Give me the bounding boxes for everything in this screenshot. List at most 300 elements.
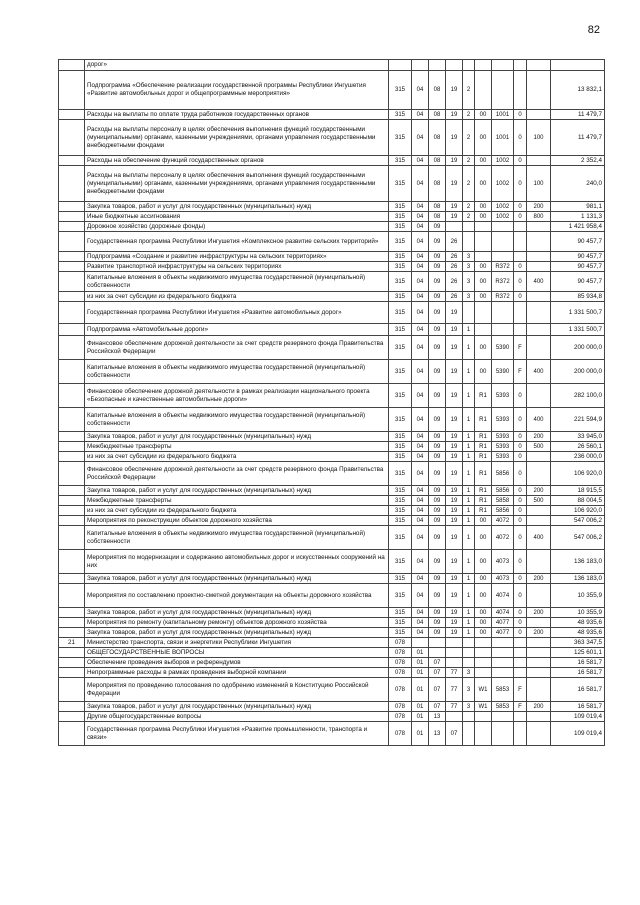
amount-cell: 48 935,6 (551, 628, 605, 638)
table-row (59, 110, 605, 120)
direction-code-cell: R372 (492, 292, 514, 302)
article-code-cell (514, 222, 527, 232)
row-number-cell (59, 712, 85, 722)
table-row (59, 506, 605, 516)
program-code-cell (446, 648, 463, 658)
row-number-cell (59, 516, 85, 526)
article-code-cell: 0 (514, 272, 527, 292)
item-name-cell: дорог» (85, 60, 389, 71)
subprogram-code-cell (463, 232, 475, 252)
amount-cell: 48 935,6 (551, 618, 605, 628)
row-number-cell (59, 202, 85, 212)
subsection-code-cell: 09 (429, 628, 446, 638)
target-code-cell: R1 (475, 486, 492, 496)
article-code-cell: 0 (514, 120, 527, 156)
item-name-cell: Развитие транспортной инфраструктуры на сельских территориях (85, 262, 389, 272)
target-code-cell: 00 (475, 166, 492, 202)
direction-code-cell: 5393 (492, 452, 514, 462)
section-code-cell: 04 (412, 292, 429, 302)
item-name-cell: Государственная программа Республики Ингушетия «Развитие промышленности, транспорта и связи» (85, 722, 389, 746)
program-code-cell: 19 (446, 486, 463, 496)
article-code-cell: 0 (514, 202, 527, 212)
subsection-code-cell: 09 (429, 584, 446, 608)
expense-type-cell: 200 (527, 608, 551, 618)
section-code-cell: 04 (412, 120, 429, 156)
article-code-cell (514, 302, 527, 324)
article-code-cell: 0 (514, 110, 527, 120)
table-row (59, 212, 605, 222)
grbs-code-cell: 315 (389, 336, 412, 360)
target-code-cell: W1 (475, 678, 492, 702)
target-code-cell: 00 (475, 628, 492, 638)
row-number-cell (59, 678, 85, 702)
section-code-cell: 04 (412, 550, 429, 574)
subsection-code-cell: 09 (429, 442, 446, 452)
grbs-code-cell: 315 (389, 110, 412, 120)
amount-cell: 221 594,9 (551, 408, 605, 432)
subprogram-code-cell: 1 (463, 452, 475, 462)
item-name-cell: Финансовое обеспечение дорожной деятельности за счет средств резервного фонда Правительства Российской Федерации (85, 462, 389, 486)
row-number-cell (59, 212, 85, 222)
item-name-cell: из них за счет субсидии из федерального бюджета (85, 292, 389, 302)
section-code-cell: 04 (412, 452, 429, 462)
table-row (59, 452, 605, 462)
expense-type-cell (527, 618, 551, 628)
subprogram-code-cell: 2 (463, 110, 475, 120)
section-code-cell: 01 (412, 678, 429, 702)
target-code-cell (475, 302, 492, 324)
direction-code-cell: 5390 (492, 336, 514, 360)
grbs-code-cell: 078 (389, 648, 412, 658)
item-name-cell: Мероприятия по проведению голосования по одобрению изменений в Конституцию Российской Федерации (85, 678, 389, 702)
amount-cell: 85 934,8 (551, 292, 605, 302)
item-name-cell: Подпрограмма «Обеспечение реализации государственной программы Республики Ингушетия «Развитие автомобильных дорог и общепрограммные мероприятия» (85, 71, 389, 110)
direction-code-cell (492, 638, 514, 648)
subsection-code-cell: 07 (429, 702, 446, 712)
target-code-cell: R1 (475, 442, 492, 452)
subprogram-code-cell: 1 (463, 336, 475, 360)
section-code-cell: 04 (412, 71, 429, 110)
row-number-cell (59, 442, 85, 452)
program-code-cell: 19 (446, 324, 463, 336)
amount-cell: 981,1 (551, 202, 605, 212)
item-name-cell: Непрограммные расходы в рамках проведения выборной компании (85, 668, 389, 678)
expense-type-cell: 200 (527, 628, 551, 638)
amount-cell: 13 832,1 (551, 71, 605, 110)
subsection-code-cell: 09 (429, 618, 446, 628)
expense-type-cell (527, 550, 551, 574)
subprogram-code-cell (463, 712, 475, 722)
target-code-cell: 00 (475, 608, 492, 618)
subsection-code-cell: 07 (429, 658, 446, 668)
grbs-code-cell: 315 (389, 452, 412, 462)
amount-cell: 16 581,7 (551, 702, 605, 712)
section-code-cell: 01 (412, 648, 429, 658)
program-code-cell: 19 (446, 71, 463, 110)
expense-type-cell (527, 516, 551, 526)
item-name-cell: Межбюджетные трансферты (85, 442, 389, 452)
section-code-cell (412, 638, 429, 648)
article-code-cell: F (514, 702, 527, 712)
grbs-code-cell: 315 (389, 71, 412, 110)
program-code-cell: 19 (446, 628, 463, 638)
direction-code-cell (492, 232, 514, 252)
grbs-code-cell: 078 (389, 638, 412, 648)
target-code-cell: 00 (475, 550, 492, 574)
direction-code-cell (492, 71, 514, 110)
row-number-cell (59, 628, 85, 638)
subsection-code-cell: 09 (429, 360, 446, 384)
row-number-cell (59, 324, 85, 336)
item-name-cell: Мероприятия по составлению проектно-сметной документации на объекты дорожного хозяйства (85, 584, 389, 608)
program-code-cell: 07 (446, 722, 463, 746)
item-name-cell: Финансовое обеспечение дорожной деятельности за счет средств резервного фонда Правительства Российской Федерации (85, 336, 389, 360)
article-code-cell: 0 (514, 452, 527, 462)
subsection-code-cell: 09 (429, 608, 446, 618)
program-code-cell: 26 (446, 252, 463, 262)
item-name-cell: Закупка товаров, работ и услуг для государственных (муниципальных) нужд (85, 486, 389, 496)
article-code-cell: 0 (514, 166, 527, 202)
article-code-cell: 0 (514, 462, 527, 486)
expense-type-cell: 400 (527, 526, 551, 550)
direction-code-cell: R372 (492, 272, 514, 292)
section-code-cell: 01 (412, 712, 429, 722)
table-row (59, 668, 605, 678)
amount-cell: 16 581,7 (551, 668, 605, 678)
article-code-cell (514, 722, 527, 746)
article-code-cell (514, 71, 527, 110)
amount-cell: 363 347,5 (551, 638, 605, 648)
amount-cell: 136 183,0 (551, 550, 605, 574)
article-code-cell: F (514, 336, 527, 360)
subsection-code-cell: 09 (429, 292, 446, 302)
direction-code-cell: 1002 (492, 166, 514, 202)
section-code-cell: 04 (412, 212, 429, 222)
expense-type-cell: 400 (527, 408, 551, 432)
amount-cell: 11 479,7 (551, 110, 605, 120)
target-code-cell: 00 (475, 516, 492, 526)
section-code-cell: 04 (412, 384, 429, 408)
target-code-cell: 00 (475, 360, 492, 384)
program-code-cell: 19 (446, 202, 463, 212)
table-row (59, 262, 605, 272)
item-name-cell: Расходы на обеспечение функций государственных органов (85, 156, 389, 166)
grbs-code-cell: 315 (389, 324, 412, 336)
section-code-cell: 04 (412, 222, 429, 232)
item-name-cell: Закупка товаров, работ и услуг для государственных (муниципальных) нужд (85, 608, 389, 618)
section-code-cell: 01 (412, 668, 429, 678)
subsection-code-cell: 09 (429, 262, 446, 272)
row-number-cell (59, 156, 85, 166)
table-row (59, 678, 605, 702)
row-number-cell (59, 550, 85, 574)
amount-cell (551, 60, 605, 71)
subsection-code-cell: 09 (429, 336, 446, 360)
subprogram-code-cell: 1 (463, 526, 475, 550)
grbs-code-cell: 315 (389, 628, 412, 638)
program-code-cell: 19 (446, 360, 463, 384)
target-code-cell: 00 (475, 262, 492, 272)
section-code-cell: 04 (412, 360, 429, 384)
row-number-cell (59, 262, 85, 272)
subsection-code-cell: 08 (429, 120, 446, 156)
amount-cell: 282 100,0 (551, 384, 605, 408)
table-row (59, 232, 605, 252)
amount-cell: 1 131,3 (551, 212, 605, 222)
subprogram-code-cell: 1 (463, 442, 475, 452)
subprogram-code-cell (463, 638, 475, 648)
grbs-code-cell: 315 (389, 156, 412, 166)
table-row (59, 550, 605, 574)
item-name-cell: Закупка товаров, работ и услуг для государственных (муниципальных) нужд (85, 702, 389, 712)
target-code-cell: 00 (475, 336, 492, 360)
expense-type-cell (527, 262, 551, 272)
direction-code-cell (492, 658, 514, 668)
item-name-cell: Расходы на выплаты персоналу в целях обеспечения выполнения функций государственными (муниципальными) органами, казенными учреждениями, органами управления государственными внебюджетными фондами (85, 166, 389, 202)
subprogram-code-cell: 3 (463, 272, 475, 292)
item-name-cell: Подпрограмма «Автомобильные дороги» (85, 324, 389, 336)
page-number: 82 (587, 24, 600, 36)
grbs-code-cell: 078 (389, 668, 412, 678)
grbs-code-cell: 315 (389, 574, 412, 584)
amount-cell: 1 421 958,4 (551, 222, 605, 232)
item-name-cell: Мероприятия по реконструкции объектов дорожного хозяйства (85, 516, 389, 526)
row-number-cell (59, 506, 85, 516)
row-number-cell (59, 384, 85, 408)
row-number-cell (59, 252, 85, 262)
subsection-code-cell: 09 (429, 272, 446, 292)
section-code-cell: 04 (412, 442, 429, 452)
grbs-code-cell: 078 (389, 722, 412, 746)
row-number-cell (59, 496, 85, 506)
grbs-code-cell: 315 (389, 408, 412, 432)
item-name-cell: из них за счет субсидии из федерального бюджета (85, 452, 389, 462)
article-code-cell: 0 (514, 212, 527, 222)
subprogram-code-cell (463, 648, 475, 658)
table-row (59, 618, 605, 628)
subsection-code-cell: 09 (429, 462, 446, 486)
subprogram-code-cell: 2 (463, 156, 475, 166)
program-code-cell: 19 (446, 384, 463, 408)
subsection-code-cell: 07 (429, 678, 446, 702)
direction-code-cell: 1001 (492, 120, 514, 156)
item-name-cell: Расходы на выплаты по оплате труда работников государственных органов (85, 110, 389, 120)
subprogram-code-cell: 1 (463, 360, 475, 384)
grbs-code-cell: 315 (389, 252, 412, 262)
table-row (59, 526, 605, 550)
program-code-cell: 19 (446, 432, 463, 442)
table-row (59, 324, 605, 336)
row-number-cell (59, 166, 85, 202)
table-row (59, 658, 605, 668)
section-code-cell: 04 (412, 486, 429, 496)
amount-cell: 109 019,4 (551, 722, 605, 746)
direction-code-cell: 4077 (492, 618, 514, 628)
direction-code-cell: 5853 (492, 702, 514, 712)
table-row (59, 384, 605, 408)
table-row (59, 442, 605, 452)
subsection-code-cell: 09 (429, 408, 446, 432)
section-code-cell: 04 (412, 628, 429, 638)
item-name-cell: Государственная программа Республики Ингушетия «Комплексное развитие сельских территорий» (85, 232, 389, 252)
amount-cell: 10 355,9 (551, 584, 605, 608)
program-code-cell: 26 (446, 262, 463, 272)
expense-type-cell (527, 110, 551, 120)
grbs-code-cell: 315 (389, 516, 412, 526)
article-code-cell: 0 (514, 526, 527, 550)
expense-type-cell (527, 462, 551, 486)
section-code-cell: 04 (412, 324, 429, 336)
subsection-code-cell: 08 (429, 202, 446, 212)
table-row (59, 432, 605, 442)
program-code-cell: 19 (446, 442, 463, 452)
article-code-cell: 0 (514, 292, 527, 302)
row-number-cell (59, 71, 85, 110)
item-name-cell: Закупка товаров, работ и услуг для государственных (муниципальных) нужд (85, 628, 389, 638)
article-code-cell: 0 (514, 628, 527, 638)
subsection-code-cell: 08 (429, 110, 446, 120)
section-code-cell: 01 (412, 702, 429, 712)
row-number-cell (59, 302, 85, 324)
subsection-code-cell: 09 (429, 574, 446, 584)
section-code-cell: 01 (412, 658, 429, 668)
subsection-code-cell: 09 (429, 222, 446, 232)
subsection-code-cell: 09 (429, 486, 446, 496)
table-row (59, 462, 605, 486)
amount-cell: 90 457,7 (551, 232, 605, 252)
grbs-code-cell: 315 (389, 496, 412, 506)
target-code-cell (475, 638, 492, 648)
subsection-code-cell: 13 (429, 712, 446, 722)
program-code-cell: 19 (446, 452, 463, 462)
target-code-cell: 00 (475, 156, 492, 166)
subsection-code-cell: 09 (429, 384, 446, 408)
direction-code-cell (492, 60, 514, 71)
article-code-cell (514, 648, 527, 658)
target-code-cell: W1 (475, 702, 492, 712)
expense-type-cell: 200 (527, 702, 551, 712)
program-code-cell: 26 (446, 272, 463, 292)
amount-cell: 106 920,0 (551, 506, 605, 516)
grbs-code-cell: 315 (389, 584, 412, 608)
direction-code-cell (492, 302, 514, 324)
subsection-code-cell: 08 (429, 212, 446, 222)
table-row (59, 202, 605, 212)
item-name-cell: Межбюджетные трансферты (85, 496, 389, 506)
table-row (59, 486, 605, 496)
table-row (59, 584, 605, 608)
budget-table-body (59, 60, 605, 746)
row-number-cell (59, 432, 85, 442)
item-name-cell: ОБЩЕГОСУДАРСТВЕННЫЕ ВОПРОСЫ (85, 648, 389, 658)
table-row (59, 166, 605, 202)
subprogram-code-cell: 1 (463, 506, 475, 516)
program-code-cell: 19 (446, 516, 463, 526)
expense-type-cell (527, 324, 551, 336)
table-row (59, 302, 605, 324)
subprogram-code-cell: 1 (463, 550, 475, 574)
direction-code-cell: 5856 (492, 506, 514, 516)
subprogram-code-cell: 1 (463, 432, 475, 442)
subprogram-code-cell: 1 (463, 618, 475, 628)
table-row (59, 702, 605, 712)
item-name-cell: Капитальные вложения в объекты недвижимого имущества государственной (муниципальной) собственности (85, 360, 389, 384)
table-row (59, 156, 605, 166)
section-code-cell: 04 (412, 584, 429, 608)
direction-code-cell: 1002 (492, 156, 514, 166)
amount-cell: 90 457,7 (551, 262, 605, 272)
expense-type-cell: 500 (527, 496, 551, 506)
amount-cell: 1 331 500,7 (551, 324, 605, 336)
section-code-cell: 04 (412, 232, 429, 252)
expense-type-cell (527, 638, 551, 648)
subprogram-code-cell: 1 (463, 408, 475, 432)
target-code-cell: 00 (475, 584, 492, 608)
expense-type-cell (527, 302, 551, 324)
target-code-cell: 00 (475, 202, 492, 212)
article-code-cell: 0 (514, 516, 527, 526)
grbs-code-cell (389, 60, 412, 71)
direction-code-cell: 5393 (492, 384, 514, 408)
expense-type-cell: 500 (527, 442, 551, 452)
direction-code-cell (492, 712, 514, 722)
target-code-cell: R1 (475, 452, 492, 462)
grbs-code-cell: 315 (389, 232, 412, 252)
target-code-cell (475, 722, 492, 746)
expense-type-cell: 200 (527, 202, 551, 212)
row-number-cell: 21 (59, 638, 85, 648)
article-code-cell: 0 (514, 442, 527, 452)
target-code-cell (475, 232, 492, 252)
subprogram-code-cell: 1 (463, 574, 475, 584)
subprogram-code-cell: 1 (463, 608, 475, 618)
table-row (59, 272, 605, 292)
article-code-cell (514, 638, 527, 648)
section-code-cell (412, 60, 429, 71)
row-number-cell (59, 658, 85, 668)
subsection-code-cell: 09 (429, 232, 446, 252)
article-code-cell: 0 (514, 262, 527, 272)
item-name-cell: Капитальные вложения в объекты недвижимого имущества государственной (муниципальной) собственности (85, 408, 389, 432)
amount-cell: 11 479,7 (551, 120, 605, 156)
item-name-cell: Закупка товаров, работ и услуг для государственных (муниципальных) нужд (85, 202, 389, 212)
amount-cell: 1 331 500,7 (551, 302, 605, 324)
program-code-cell: 19 (446, 408, 463, 432)
target-code-cell (475, 668, 492, 678)
row-number-cell (59, 526, 85, 550)
target-code-cell: 00 (475, 120, 492, 156)
expense-type-cell (527, 584, 551, 608)
direction-code-cell: 1001 (492, 110, 514, 120)
program-code-cell: 19 (446, 496, 463, 506)
row-number-cell (59, 462, 85, 486)
direction-code-cell (492, 668, 514, 678)
subprogram-code-cell: 3 (463, 252, 475, 262)
subprogram-code-cell (463, 60, 475, 71)
table-row (59, 638, 605, 648)
grbs-code-cell: 315 (389, 272, 412, 292)
program-code-cell: 19 (446, 166, 463, 202)
program-code-cell: 19 (446, 336, 463, 360)
table-row (59, 360, 605, 384)
grbs-code-cell: 315 (389, 202, 412, 212)
article-code-cell: 0 (514, 506, 527, 516)
subprogram-code-cell: 3 (463, 668, 475, 678)
amount-cell: 200 000,0 (551, 360, 605, 384)
article-code-cell (514, 60, 527, 71)
grbs-code-cell: 315 (389, 432, 412, 442)
subsection-code-cell: 09 (429, 324, 446, 336)
